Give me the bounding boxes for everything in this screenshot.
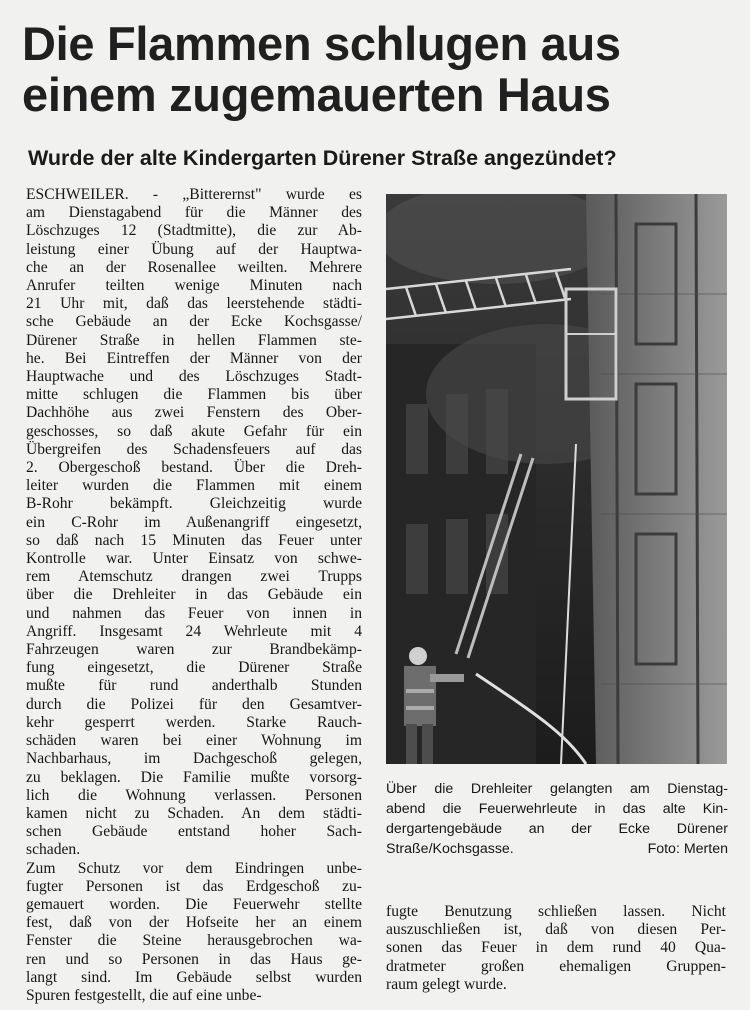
body-line: gemauert worden. Die Feuerwehr stellte	[26, 895, 362, 913]
body-line: Anrufer teilten wenige Minuten nach	[26, 277, 362, 295]
body-line: Fahrzeugen waren zur Brandbekämp-	[26, 641, 362, 659]
headline-line-2: einem zugemauerten Haus	[22, 68, 611, 121]
body-line: sonen das Feuer in dem rund 40 Qua-	[386, 939, 726, 957]
body-line: he. Bei Eintreffen der Männer von der	[26, 349, 362, 367]
body-line: schäden waren bei einer Wohnung im	[26, 732, 362, 750]
headline-line-1: Die Flammen schlugen aus	[22, 17, 621, 70]
body-line: Löschzuges 12 (Stadtmitte), die zur Ab-	[26, 222, 362, 240]
body-line: dratmeter großen ehemaligen Gruppen-	[386, 957, 726, 975]
body-line: Zum Schutz vor dem Eindringen unbe-	[26, 859, 362, 877]
body-line: durch die Polizei für den Gesamtver-	[26, 695, 362, 713]
body-line: Hauptwache und des Löschzuges Stadt-	[26, 368, 362, 386]
body-line: mitte schlugen die Flammen bis über	[26, 386, 362, 404]
body-line: fugte Benutzung schließen lassen. Nicht	[386, 903, 726, 920]
body-line: lich die Wohnung verlassen. Personen	[26, 786, 362, 804]
body-line: Fenster die Steine herausgebrochen wa-	[26, 932, 362, 950]
body-line: so daß nach 15 Minuten das Feuer unter	[26, 531, 362, 549]
article-body-left-column	[26, 186, 362, 1005]
body-line: kamen nicht zu Schaden. An dem städti-	[26, 804, 362, 822]
body-line: ESCHWEILER. - „Bitterernst" wurde es	[26, 186, 362, 203]
body-line: schaden.	[26, 841, 81, 859]
article-body-right-column	[386, 903, 726, 994]
body-line: kehr gesperrt werden. Starke Rauch-	[26, 713, 362, 731]
body-line: und nahmen das Feuer von innen in	[26, 604, 362, 622]
body-line: 21 Uhr mit, daß das leerstehende städti-	[26, 295, 362, 313]
body-line: Spuren festgestellt, die auf eine unbe-	[26, 986, 262, 1004]
photo-caption	[386, 779, 728, 859]
caption-line: abend die Feuerwehrleute in das alte Kin-	[386, 801, 728, 817]
body-line: mußte für rund anderthalb Stunden	[26, 677, 362, 695]
body-line: raum gelegt wurde.	[386, 975, 507, 993]
body-line: Übergreifen des Schadensfeuers auf das	[26, 440, 362, 458]
body-line: Dachhöhe aus zwei Fenstern des Ober-	[26, 404, 362, 422]
body-line: leiter wurden die Flammen mit einem	[26, 477, 362, 495]
body-line: über die Drehleiter in das Gebäude ein	[26, 586, 362, 604]
body-line: che an der Rosenallee weilten. Mehrere	[26, 258, 362, 276]
body-line: Dürener Straße in hellen Flammen ste-	[26, 331, 362, 349]
body-line: Nachbarhaus, im Dachgeschoß gelegen,	[26, 750, 362, 768]
body-line: rem Atemschutz drangen zwei Trupps	[26, 568, 362, 586]
headline	[22, 18, 737, 120]
fire-photo	[386, 194, 727, 764]
caption-line	[386, 839, 728, 859]
body-line: B-Rohr bekämpft. Gleichzeitig wurde	[26, 495, 362, 513]
caption-line: Über die Drehleiter gelangten am Dienstag-	[386, 781, 728, 797]
body-line: ren und so Personen in das Haus ge-	[26, 950, 362, 968]
photo-illustration	[386, 194, 727, 764]
body-line: leistung einer Übung auf der Hauptwa-	[26, 240, 362, 258]
body-line: 2. Obergeschoß bestand. Über die Dreh-	[26, 459, 362, 477]
subheadline: Wurde der alte Kindergarten Dürener Straße angezündet?	[28, 146, 617, 170]
body-line: schen Gebäude entstand hoher Sach-	[26, 823, 362, 841]
body-line: Kontrolle war. Unter Einsatz von schwe-	[26, 550, 362, 568]
body-line: geschosses, so daß akute Gefahr für ein	[26, 422, 362, 440]
body-line: fest, daß von der Hofseite her an einem	[26, 914, 362, 932]
body-line: ein C-Rohr im Außenangriff eingesetzt,	[26, 513, 362, 531]
body-line: langt sind. Im Gebäude selbst wurden	[26, 968, 362, 986]
body-line: zu beklagen. Die Familie mußte vorsorg-	[26, 768, 362, 786]
caption-line: dergartengebäude an der Ecke Dürener	[386, 821, 728, 837]
body-line: sche Gebäude an der Ecke Kochsgasse/	[26, 313, 362, 331]
caption-last-line: Straße/Kochsgasse.	[386, 841, 514, 857]
body-line: fugter Personen ist das Erdgeschoß zu-	[26, 877, 362, 895]
body-line: auszuschließen ist, daß von diesen Per-	[386, 921, 726, 939]
body-line: Angriff. Insgesamt 24 Wehrleute mit 4	[26, 622, 362, 640]
body-line: am Dienstagabend für die Männer des	[26, 204, 362, 222]
body-line: fung eingesetzt, die Dürener Straße	[26, 659, 362, 677]
photo-credit: Foto: Merten	[647, 841, 728, 857]
